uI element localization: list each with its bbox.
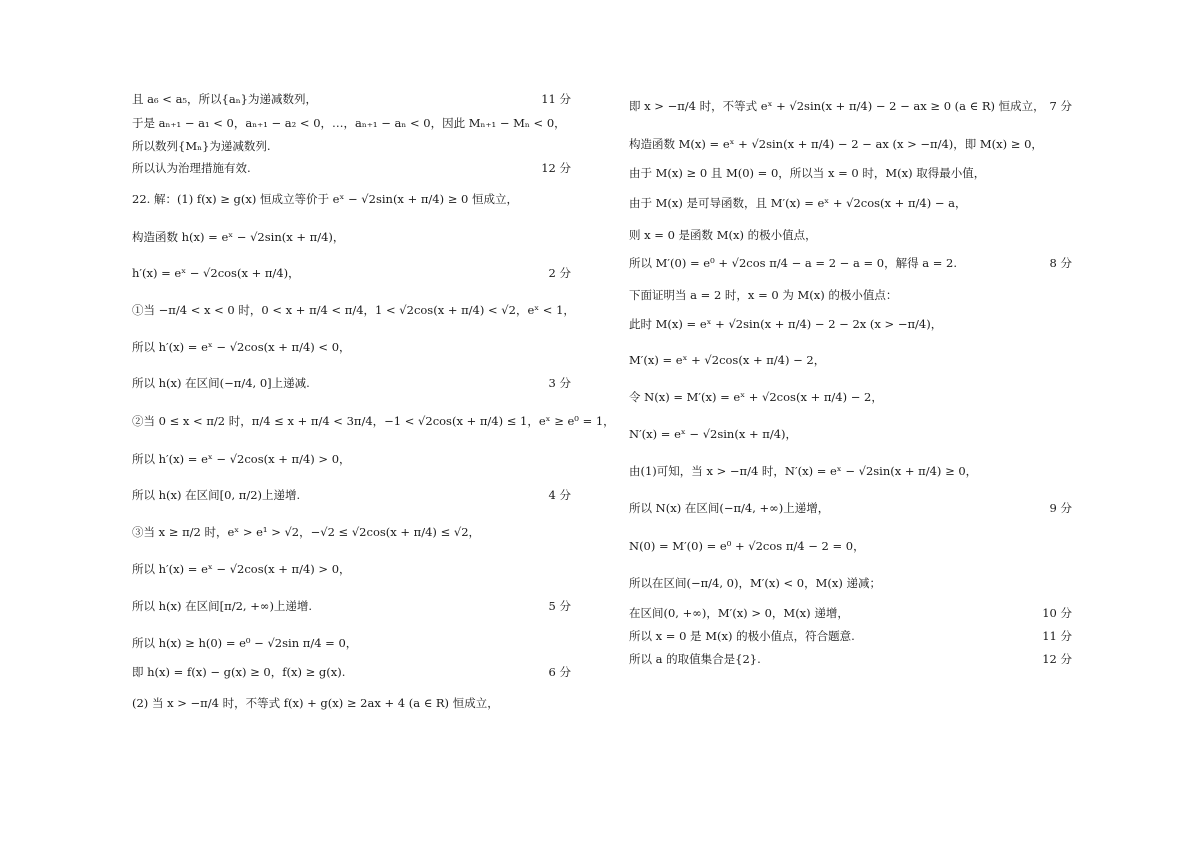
solution-line: N′(x) = eˣ − √2sin(x + π/4)， bbox=[629, 427, 797, 441]
score-mark: 8 分 bbox=[1049, 256, 1072, 270]
solution-line: 所以 h(x) 在区间[0, π/2)上递增. bbox=[132, 488, 301, 502]
solution-line: 所以数列{Mₙ}为递减数列. bbox=[132, 139, 271, 153]
solution-line: 所以 N(x) 在区间(−π/4, +∞)上递增， bbox=[629, 501, 830, 515]
score-mark: 9 分 bbox=[1049, 501, 1072, 515]
solution-line: 所以 a 的取值集合是{2}. bbox=[629, 652, 761, 666]
score-mark: 4 分 bbox=[548, 488, 571, 502]
solution-line: 即 x > −π/4 时，不等式 eˣ + √2sin(x + π/4) − 2 − ax ≥ 0 (a ∈ R) 恒成立， bbox=[629, 99, 1045, 113]
solution-line: 所以在区间(−π/4, 0)，M′(x) < 0，M(x) 递减； bbox=[629, 576, 881, 590]
solution-line: N(0) = M′(0) = e⁰ + √2cos π/4 − 2 = 0， bbox=[629, 539, 865, 553]
score-mark: 11 分 bbox=[1042, 629, 1072, 643]
score-mark: 10 分 bbox=[1042, 606, 1072, 620]
score-mark: 6 分 bbox=[548, 665, 571, 679]
solution-line: 所以 h′(x) = eˣ − √2cos(x + π/4) > 0， bbox=[132, 562, 351, 576]
solution-line: 此时 M(x) = eˣ + √2sin(x + π/4) − 2 − 2x (x > −π/4)， bbox=[629, 317, 943, 331]
solution-line: (2) 当 x > −π/4 时，不等式 f(x) + g(x) ≥ 2ax + 4 (a ∈ R) 恒成立， bbox=[132, 696, 499, 710]
solution-line: 令 N(x) = M′(x) = eˣ + √2cos(x + π/4) − 2， bbox=[629, 390, 883, 404]
solution-line: 且 a₆ < a₅，所以{aₙ}为递减数列， bbox=[132, 92, 317, 106]
score-mark: 12 分 bbox=[541, 161, 571, 175]
solution-line: 由于 M(x) 是可导函数，且 M′(x) = eˣ + √2cos(x + π/4) − a， bbox=[629, 196, 967, 210]
score-mark: 11 分 bbox=[541, 92, 571, 106]
solution-line: 所以 h′(x) = eˣ − √2cos(x + π/4) > 0， bbox=[132, 452, 351, 466]
score-mark: 5 分 bbox=[548, 599, 571, 613]
solution-line: 所以 h(x) ≥ h(0) = e⁰ − √2sin π/4 = 0， bbox=[132, 636, 358, 650]
solution-line: 于是 aₙ₊₁ − a₁ < 0，aₙ₊₁ − a₂ < 0，…，aₙ₊₁ − aₙ < 0，因此 Mₙ₊₁ − Mₙ < 0， bbox=[132, 116, 566, 130]
solution-line: 由于 M(x) ≥ 0 且 M(0) = 0，所以当 x = 0 时，M(x) 取得最小值， bbox=[629, 166, 986, 180]
solution-line: h′(x) = eˣ − √2cos(x + π/4)， bbox=[132, 266, 300, 280]
solution-line: 所以认为治理措施有效. bbox=[132, 161, 251, 175]
solution-line: 所以 h(x) 在区间[π/2, +∞)上递增. bbox=[132, 599, 313, 613]
solution-line: 下面证明当 a = 2 时，x = 0 为 M(x) 的极小值点： bbox=[629, 288, 898, 302]
score-mark: 7 分 bbox=[1049, 99, 1072, 113]
score-mark: 3 分 bbox=[548, 376, 571, 390]
solution-line: 则 x = 0 是函数 M(x) 的极小值点， bbox=[629, 228, 817, 242]
score-mark: 2 分 bbox=[548, 266, 571, 280]
solution-line: 所以 h(x) 在区间(−π/4, 0]上递减. bbox=[132, 376, 310, 390]
solution-line: 由(1)可知，当 x > −π/4 时，N′(x) = eˣ − √2sin(x + π/4) ≥ 0， bbox=[629, 464, 978, 478]
solution-line: 所以 h′(x) = eˣ − √2cos(x + π/4) < 0， bbox=[132, 340, 351, 354]
solution-line: 在区间(0, +∞)，M′(x) > 0，M(x) 递增， bbox=[629, 606, 849, 620]
solution-line: ①当 −π/4 < x < 0 时，0 < x + π/4 < π/4，1 < √2cos(x + π/4) < √2，eˣ < 1， bbox=[132, 303, 575, 317]
solution-line: 22. 解：(1) f(x) ≥ g(x) 恒成立等价于 eˣ − √2sin(x + π/4) ≥ 0 恒成立， bbox=[132, 192, 519, 206]
solution-line: 构造函数 h(x) = eˣ − √2sin(x + π/4)， bbox=[132, 230, 345, 244]
solution-line: ②当 0 ≤ x < π/2 时，π/4 ≤ x + π/4 < 3π/4，−1 < √2cos(x + π/4) ≤ 1，eˣ ≥ e⁰ = 1， bbox=[132, 414, 615, 428]
score-mark: 12 分 bbox=[1042, 652, 1072, 666]
solution-line: 即 h(x) = f(x) − g(x) ≥ 0，f(x) ≥ g(x). bbox=[132, 665, 346, 679]
solution-line: 构造函数 M(x) = eˣ + √2sin(x + π/4) − 2 − ax (x > −π/4)，即 M(x) ≥ 0， bbox=[629, 137, 1043, 151]
solution-line: ③当 x ≥ π/2 时，eˣ > e¹ > √2，−√2 ≤ √2cos(x + π/4) ≤ √2， bbox=[132, 525, 481, 539]
solution-line: M′(x) = eˣ + √2cos(x + π/4) − 2， bbox=[629, 353, 826, 367]
solution-line: 所以 M′(0) = e⁰ + √2cos π/4 − a = 2 − a = 0，解得 a = 2. bbox=[629, 256, 958, 270]
solution-line: 所以 x = 0 是 M(x) 的极小值点，符合题意. bbox=[629, 629, 855, 643]
